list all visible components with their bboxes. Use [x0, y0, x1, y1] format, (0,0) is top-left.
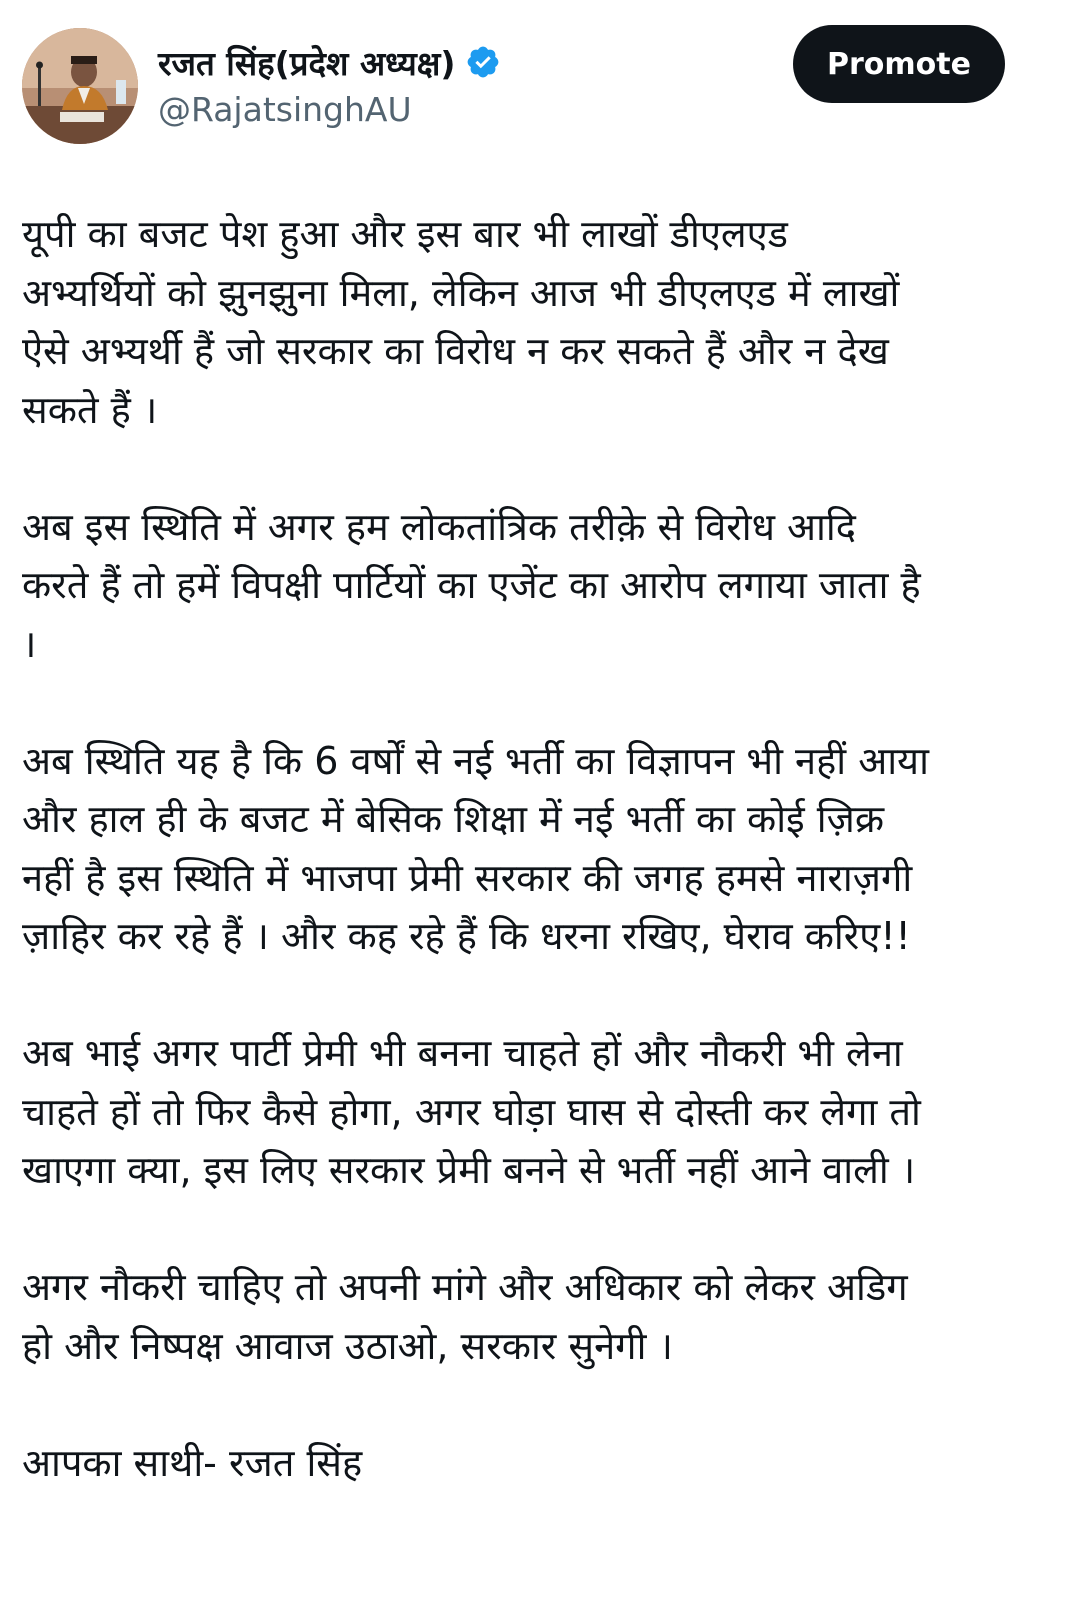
- promote-button[interactable]: Promote: [793, 25, 1005, 103]
- avatar-photo-icon: [22, 28, 138, 144]
- tweet-paragraph-5: अगर नौकरी चाहिए तो अपनी मांगे और अधिकार को लेकर अडिग हो और निष्पक्ष आवाज उठाओ, सरकार सुनेगी ।: [22, 1265, 908, 1368]
- tweet-signature: आपका साथी- रजत सिंह: [22, 1440, 363, 1485]
- tweet-paragraph-3: अब स्थिति यह है कि 6 वर्षों से नई भर्ती का विज्ञापन भी नहीं आया और हाल ही के बजट में बेसिक शिक्षा में नई भर्ती का कोई ज़िक्र नहीं है इस स्थिति में भाजपा प्रेमी सरकार की जगह हमसे नाराज़गी ज़ाहिर कर रहे हैं । और कह रहे हैं कि धरना रखिए, घेराव करिए!!: [22, 738, 929, 958]
- tweet-paragraph-4: अब भाई अगर पार्टी प्रेमी भी बनना चाहते हों और नौकरी भी लेना चाहते हों तो फिर कैसे होगा, अगर घोड़ा घास से दोस्ती कर लेगा तो खाएगा क्या, इस लिए सरकार प्रेमी बनने से भर्ती नहीं आने वाली ।: [22, 1031, 921, 1192]
- author-handle[interactable]: @RajatsinghAU: [158, 90, 412, 129]
- author-display-name[interactable]: रजत सिंह(प्रदेश अध्यक्ष): [158, 43, 456, 83]
- avatar[interactable]: [22, 28, 138, 144]
- verified-badge-icon: [465, 44, 501, 80]
- tweet-header: [0, 0, 1067, 170]
- tweet-paragraph-2: अब इस स्थिति में अगर हम लोकतांत्रिक तरीक़े से विरोध आदि करते हैं तो हमें विपक्षी पार्टियों का एजेंट का आरोप लगाया जाता है ।: [22, 504, 921, 666]
- tweet-text: [22, 205, 1032, 1492]
- tweet-paragraph-1: यूपी का बजट पेश हुआ और इस बार भी लाखों डीएलएड अभ्यर्थियों को झुनझुना मिला, लेकिन आज भी डीएलएड में लाखों ऐसे अभ्यर्थी हैं जो सरकार का विरोध न कर सकते हैं और न देख सकते हैं ।: [22, 212, 900, 432]
- author-name-row[interactable]: [158, 38, 501, 86]
